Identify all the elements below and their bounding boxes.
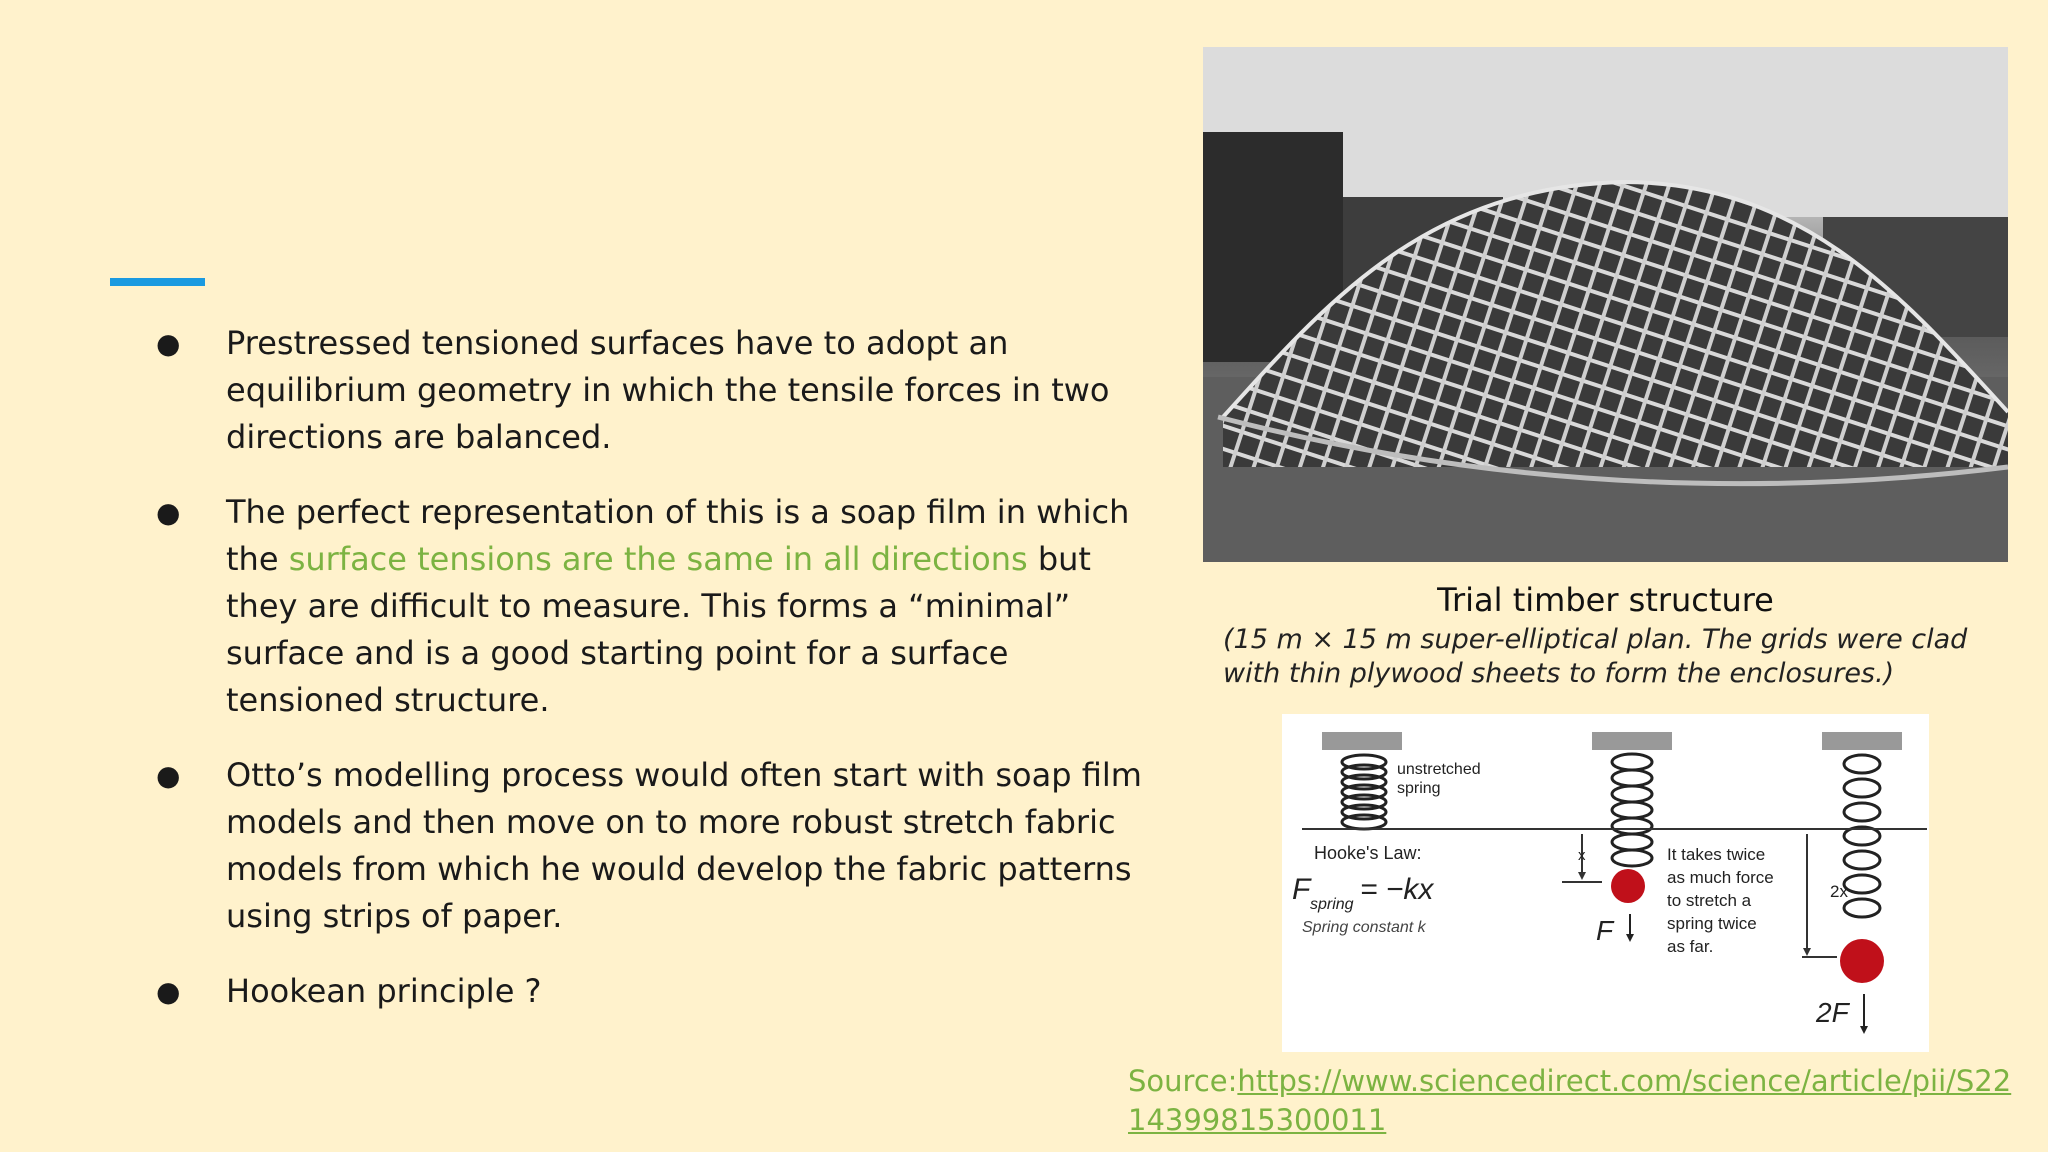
spring-unstretched <box>1342 755 1386 829</box>
twice-line-4: spring twice <box>1667 914 1757 933</box>
bullet-dot: ● <box>156 975 181 1008</box>
ceiling-block-3 <box>1822 732 1902 750</box>
timber-structure-photo <box>1203 47 2008 562</box>
bullet-text: Otto’s modelling process would often start with soap film models and then move on to more robust stretch fabric models from which he would develop the fabric patterns using strips of paper. <box>226 756 1142 935</box>
twice-line-1: It takes twice <box>1667 845 1766 864</box>
hookes-law-label: Hooke's Law: <box>1314 843 1422 863</box>
bullet-dot: ● <box>156 496 181 529</box>
two-x-arrow-head <box>1803 948 1811 956</box>
hookes-law-diagram <box>1282 714 1929 1052</box>
spring-stretched-2x <box>1844 755 1880 917</box>
bullet-item <box>150 320 1150 461</box>
bullet-item <box>150 968 1150 1015</box>
twice-line-5: as far. <box>1667 937 1714 956</box>
spring-stretched-x <box>1612 754 1652 866</box>
bullet-dot: ● <box>156 759 181 792</box>
bullet-text: Prestressed tensioned surfaces have to adopt an equilibrium geometry in which the tensile forces in two directions are balanced. <box>226 324 1110 456</box>
mass-ball-2 <box>1840 939 1884 983</box>
twice-line-3: to stretch a <box>1667 891 1752 910</box>
photo-caption-title: Trial timber structure <box>1437 581 1774 619</box>
title-accent-bar <box>110 278 205 286</box>
two-x-label: 2x <box>1830 882 1848 901</box>
ceiling-block-1 <box>1322 732 1402 750</box>
formula-rhs: = −kx <box>1360 873 1434 906</box>
bullet-text-start: The perfect representation of this is a soap film in which the <box>226 493 1130 578</box>
ceiling-block-2 <box>1592 732 1672 750</box>
force-label: F <box>1596 915 1614 946</box>
twice-line-2: as much force <box>1667 868 1774 887</box>
x-arrow-head <box>1578 872 1586 880</box>
gridshell-illustration <box>1203 47 2008 562</box>
spring-label: spring <box>1397 780 1441 797</box>
photo-caption-note: (15 m × 15 m super-elliptical plan. The grids were clad with thin plywood sheets to form the enclosures.) <box>1223 624 1968 689</box>
source-prefix: Source: <box>1128 1064 1238 1098</box>
bullet-item <box>150 752 1150 940</box>
unstretched-label: unstretched <box>1397 761 1481 778</box>
bullet-list <box>150 320 1150 1043</box>
force-arrow-head-1 <box>1626 934 1634 942</box>
bullet-item <box>150 489 1150 724</box>
bullet-text-end: but they are difficult to measure. This forms a “minimal” surface and is a good starting point for a surface tensioned structure. <box>226 540 1091 719</box>
source-link[interactable]: https://www.sciencedirect.com/science/article/pii/S2214399815300011 <box>1128 1064 2012 1137</box>
x-label: x <box>1578 847 1586 864</box>
bullet-text: Hookean principle ? <box>226 972 542 1010</box>
mass-ball-1 <box>1611 869 1645 903</box>
force-arrow-head-2 <box>1860 1026 1868 1034</box>
bullet-dot: ● <box>156 327 181 360</box>
formula-subscript: spring <box>1310 896 1354 913</box>
source-citation <box>1128 1062 2028 1140</box>
formula-f: F <box>1292 873 1311 906</box>
bullet-highlight-text: surface tensions are the same in all directions <box>288 540 1028 578</box>
spring-constant-label: Spring constant k <box>1302 919 1426 936</box>
two-force-label: 2F <box>1816 997 1849 1028</box>
